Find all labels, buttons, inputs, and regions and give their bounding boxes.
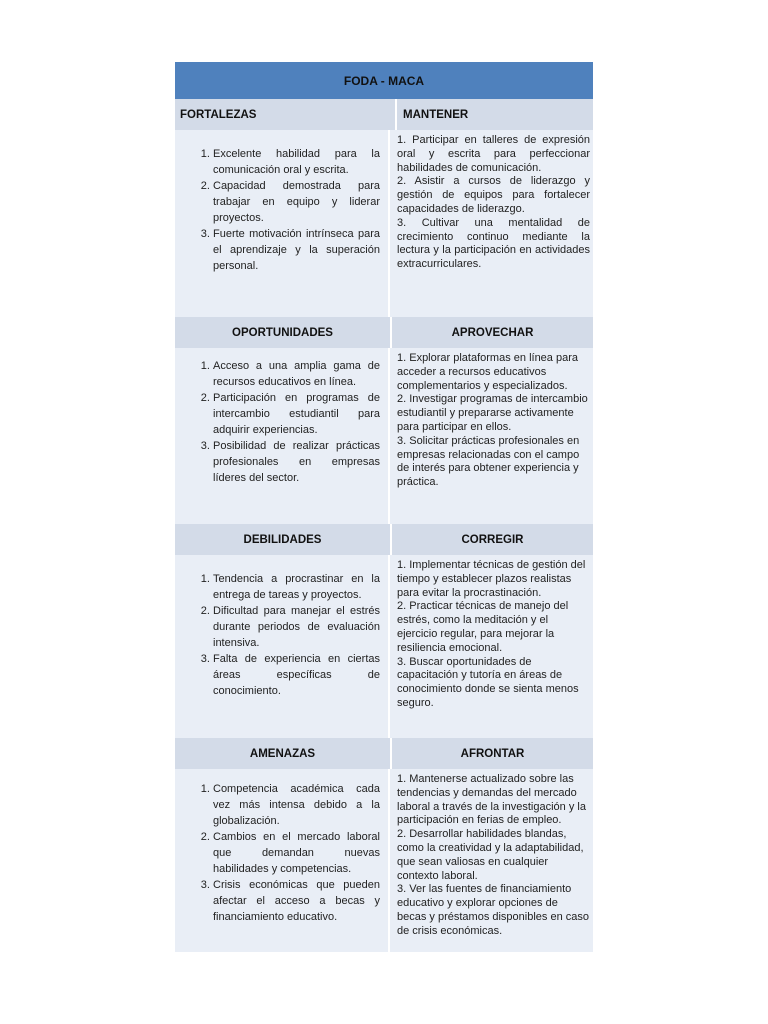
amenazas-list bbox=[175, 769, 390, 952]
list-item: 1. Mantenerse actualizado sobre las tendencias y demandas del mercado laboral a través de la investigación y la participación en ferias de empleo. bbox=[397, 773, 586, 827]
aprovechar-text bbox=[390, 348, 593, 524]
afrontar-text bbox=[390, 769, 593, 952]
list-item: 2. Cambios en el mercado laboral que demandan nuevas habilidades y competencias. bbox=[213, 829, 380, 877]
header-corregir: CORREGIR bbox=[392, 524, 593, 555]
section-body-row bbox=[175, 769, 593, 952]
section-body-row bbox=[175, 348, 593, 524]
header-debilidades: DEBILIDADES bbox=[175, 524, 392, 555]
header-amenazas: AMENAZAS bbox=[175, 738, 392, 769]
list-item: 2. Practicar técnicas de manejo del estrés, como la meditación y el ejercicio regular, para mejorar la resiliencia emocional. bbox=[397, 600, 569, 654]
list-item: 1. Participar en talleres de expresión oral y escrita para perfeccionar habilidades de comunicación. bbox=[397, 134, 590, 174]
section-header-row bbox=[175, 738, 593, 769]
section-body-row bbox=[175, 555, 593, 738]
list-item: 2. Investigar programas de intercambio estudiantil y prepararse activamente para participar en ellos. bbox=[397, 393, 588, 433]
list-item: 2. Participación en programas de intercambio estudiantil para adquirir experiencias. bbox=[213, 390, 380, 438]
header-oportunidades: OPORTUNIDADES bbox=[175, 317, 392, 348]
header-afrontar: AFRONTAR bbox=[392, 738, 593, 769]
list-item: 2. Capacidad demostrada para trabajar en equipo y liderar proyectos. bbox=[213, 178, 380, 226]
list-item: 3. Falta de experiencia en ciertas áreas específicas de conocimiento. bbox=[213, 651, 380, 699]
header-fortalezas: FORTALEZAS bbox=[175, 99, 397, 130]
list-item: 1. Excelente habilidad para la comunicación oral y escrita. bbox=[213, 146, 380, 178]
corregir-text bbox=[390, 555, 593, 738]
list-item: 2. Desarrollar habilidades blandas, como la creatividad y la adaptabilidad, que sean valiosas en cualquier contexto laboral. bbox=[397, 828, 584, 882]
list-item: 1. Tendencia a procrastinar en la entrega de tareas y proyectos. bbox=[213, 571, 380, 603]
list-item: 3. Crisis económicas que pueden afectar el acceso a becas y financiamiento educativo. bbox=[213, 877, 380, 925]
section-header-row bbox=[175, 99, 593, 130]
table-title: FODA - MACA bbox=[175, 62, 593, 99]
mantener-text bbox=[390, 130, 593, 317]
section-header-row bbox=[175, 524, 593, 555]
list-item: 2. Asistir a cursos de liderazgo y gestión de equipos para fortalecer capacidades de liderazgo. bbox=[397, 175, 590, 215]
debilidades-list bbox=[175, 555, 390, 738]
list-item: 3. Cultivar una mentalidad de crecimiento continuo mediante la lectura y la participación en actividades extracurriculares. bbox=[397, 216, 590, 271]
list-item: 3. Posibilidad de realizar prácticas profesionales en empresas líderes del sector. bbox=[213, 438, 380, 486]
list-item: 2. Dificultad para manejar el estrés durante periodos de evaluación intensiva. bbox=[213, 603, 380, 651]
header-aprovechar: APROVECHAR bbox=[392, 317, 593, 348]
list-item: 1. Explorar plataformas en línea para acceder a recursos educativos complementarios y especializados. bbox=[397, 352, 578, 392]
list-item: 3. Fuerte motivación intrínseca para el aprendizaje y la superación personal. bbox=[213, 226, 380, 274]
list-item: 1. Competencia académica cada vez más intensa debido a la globalización. bbox=[213, 781, 380, 829]
list-item: 3. Ver las fuentes de financiamiento educativo y explorar opciones de becas y préstamos disponibles en caso de crisis económicas. bbox=[397, 883, 589, 937]
fortalezas-list bbox=[175, 130, 390, 317]
list-item: 3. Buscar oportunidades de capacitación y tutoría en áreas de conocimiento donde se sienta menos seguro. bbox=[397, 655, 579, 709]
section-body-row bbox=[175, 130, 593, 317]
section-header-row bbox=[175, 317, 593, 348]
list-item: 3. Solicitar prácticas profesionales en empresas relacionadas con el campo de interés para obtener experiencia y práctica. bbox=[397, 434, 580, 489]
oportunidades-list bbox=[175, 348, 390, 524]
header-mantener: MANTENER bbox=[397, 99, 593, 130]
list-item: 1. Implementar técnicas de gestión del tiempo y establecer plazos realistas para evitar la procrastinación. bbox=[397, 559, 586, 599]
list-item: 1. Acceso a una amplia gama de recursos educativos en línea. bbox=[213, 358, 380, 390]
foda-table bbox=[175, 62, 593, 952]
